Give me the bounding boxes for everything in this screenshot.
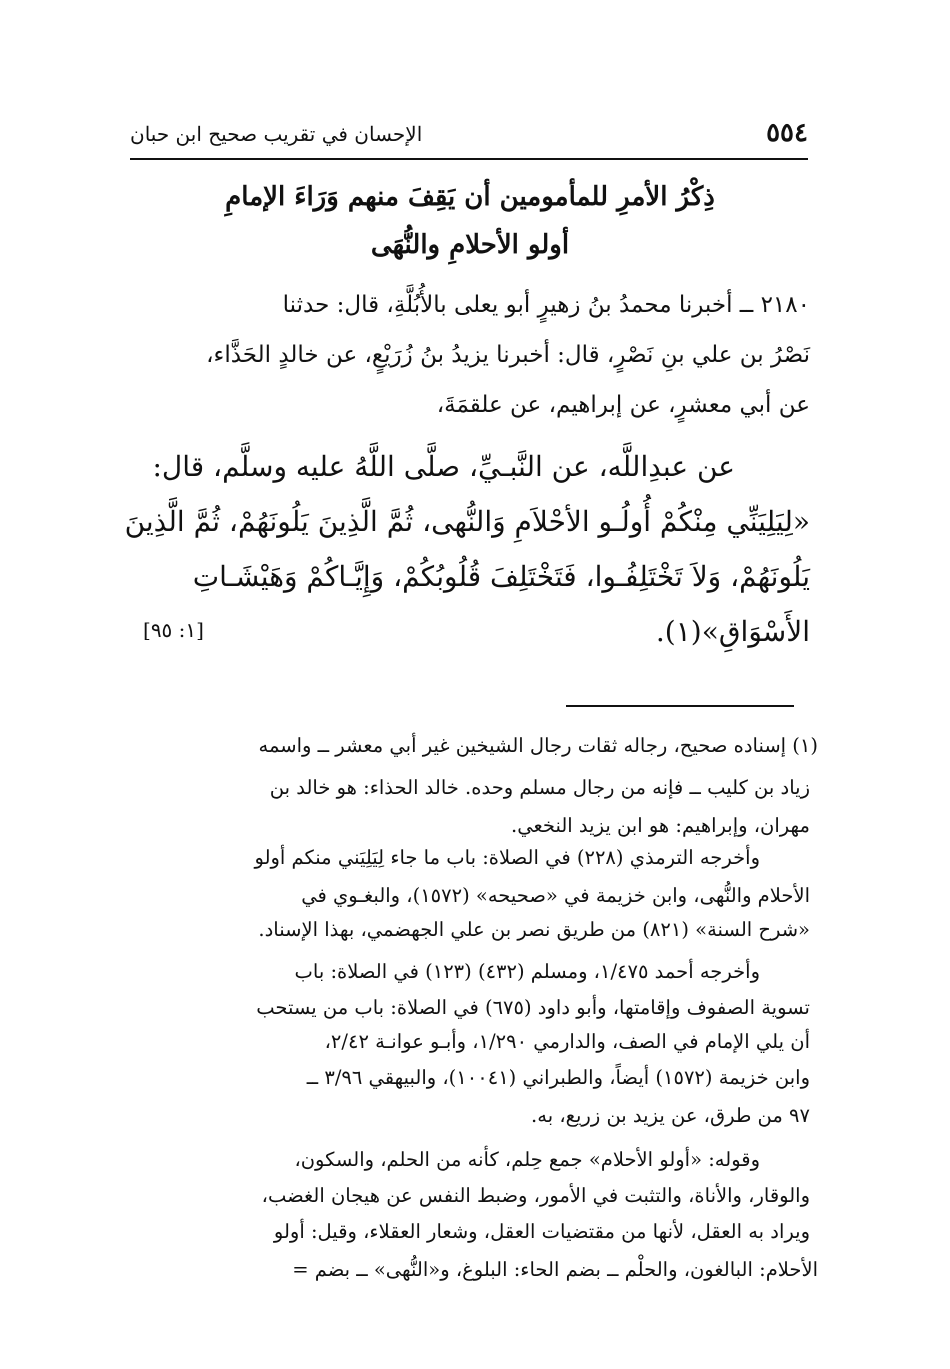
isnad-line-1: ٢١٨٠ ــ أخبرنا محمدُ بنُ زهيرٍ أبو يعلى بالأُبُلَّةِ، قال: حدثنا <box>282 292 810 318</box>
running-header <box>130 118 808 158</box>
footnote-line-13: والوقار، والأناة، والتثبت في الأمور، وضبط النفس عن هيجان الغضب، <box>261 1184 810 1207</box>
footnote-line-7: وأخرجه أحمد ١/٤٧٥، ومسلم (٤٣٢) (١٢٣) في الصلاة: باب <box>294 960 760 983</box>
footnote-line-11: ٩٧ من طرق، عن يزيد بن زريع، به. <box>531 1104 810 1127</box>
footnote-line-2: زياد بن كليب ــ فإنه من رجال مسلم وحده. خالد الحذاء: هو خالد بن <box>269 776 810 799</box>
chapter-heading-line-1: ذِكْرُ الأمرِ للمأمومين أن يَقِفَ منهم وَرَاءَ الإمامِ <box>225 182 715 212</box>
footnote-line-9: أن يلي الإمام في الصف، والدارمي ١/٢٩٠، وأبـو عوانـة ٢/٤٢، <box>324 1030 810 1053</box>
matn-line-3: يَلُونَهُمْ، وَلاَ تَخْتَلِفُـوا، فَتَخْتَلِفَ قُلُوبُكُمْ، وَإِيَّـاكُمْ وَهَيْشَـاتِ <box>192 560 810 593</box>
matn-line-4: الأَسْوَاقِ»(١). <box>655 615 810 648</box>
footnote-divider <box>566 705 794 707</box>
footnote-line-4: وأخرجه الترمذي (٢٢٨) في الصلاة: باب ما جاء لِيَلِيَني منكم أولو <box>254 846 760 869</box>
footnote-line-5: الأحلام والنُّهى، وابن خزيمة في «صحيحه» (١٥٧٢)، والبغـوي في <box>301 884 810 907</box>
running-title: الإحسان في تقريب صحيح ابن حبان <box>130 122 423 146</box>
matn-line-1: عن عبدِاللَّه، عن النَّبـيِّ، صلَّى اللَّهُ عليه وسلَّم، قال: <box>152 450 735 483</box>
page-number: ٥٥٤ <box>766 118 808 148</box>
matn-line-2: «لِيَلِيَنِّي مِنْكُمْ أُولُـو الأحْلاَمِ وَالنُّهى، ثُمَّ الَّذِينَ يَلُونَهُمْ، ثُمَّ الَّذِينَ <box>124 505 810 538</box>
footnote-line-14: ويراد به العقل، لأنها من مقتضيات العقل، وشعار العقلاء، وقيل: أولو <box>273 1220 810 1243</box>
footnote-line-1: (١) إسناده صحيح، رجاله ثقات رجال الشيخين غير أبي معشر ــ واسمه <box>258 734 818 757</box>
footnote-line-3: مهران، وإبراهيم: هو ابن يزيد النخعي. <box>511 814 810 837</box>
hadith-reference: [١: ٩٥] <box>143 618 204 642</box>
isnad-line-2: نَصْرُ بن علي بنِ نَصْرٍ، قال: أخبرنا يزيدُ بنُ زُرَيْعٍ، عن خالدٍ الحَذَّاء، <box>206 342 810 368</box>
header-divider <box>130 158 808 160</box>
isnad-line-3: عن أبي معشرٍ، عن إبراهيم، عن علقمَةَ، <box>436 392 810 418</box>
footnote-line-12: وقوله: «أولو الأحلام» جمع حِلم، كأنه من الحلم، والسكون، <box>294 1148 760 1171</box>
footnote-line-10: وابن خزيمة (١٥٧٢) أيضاً، والطبراني (١٠٠٤١)، والبيهقي ٣/٩٦ ــ <box>306 1066 810 1089</box>
footnote-line-8: تسوية الصفوف وإقامتها، وأبو داود (٦٧٥) في الصلاة: باب من يستحب <box>256 996 810 1019</box>
chapter-heading-line-2: أولو الأحلامِ والنُّهَى <box>370 230 570 260</box>
footnote-line-15: الأحلام: البالغون، والحلْم ــ بضم الحاء: البلوغ، و«النُّهى» ــ بضم = <box>292 1258 818 1281</box>
footnote-line-6: «شرح السنة» (٨٢١) من طريق نصر بن علي الجهضمي، بهذا الإسناد. <box>258 918 810 941</box>
